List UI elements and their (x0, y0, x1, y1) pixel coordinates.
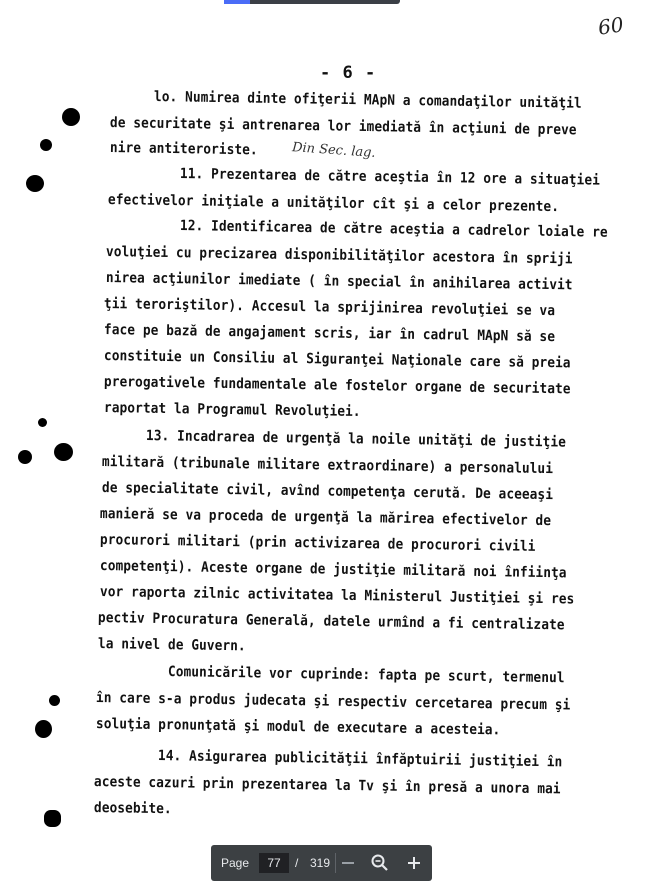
zoom-in-button[interactable] (402, 851, 426, 875)
handwritten-page-number: 60 (596, 12, 625, 40)
text-line: pectiv Procuratura Generală, datele urmînd a fi centralizate (97, 610, 565, 634)
page-label: Page (221, 856, 250, 870)
text-line: vor raporta zilnic activitatea la Ministerul Justiţiei şi res (99, 584, 575, 608)
text-line: soluţia pronunţată şi modul de executare a acesteia. (95, 716, 501, 739)
plus-icon (402, 851, 426, 875)
text-line: 11. Prezentarea de către aceştia în 12 ore a situaţiei (179, 166, 601, 189)
text-line: constituie un Consiliu al Siguranţei Naţionale care să preia (103, 348, 571, 372)
text-line: manieră se va proceda de urgenţă la mărirea efectivelor de (99, 506, 552, 530)
page-separator: / (295, 856, 299, 870)
punch-hole-mark (54, 443, 73, 461)
text-line: prerogativele fundamentale ale fostelor organe de securitate (103, 374, 571, 398)
text-line: raportat la Programul Revoluţiei. (103, 400, 361, 421)
page-number: - 6 - (320, 63, 377, 83)
text-line: nire antiteroriste. (109, 140, 258, 159)
text-line: în care s-a produs judecata şi respectiv cercetarea precum şi (95, 690, 571, 714)
handwritten-margin-note: Din Sec. lag. (291, 140, 377, 161)
text-line: competenţi). Aceste organe de justiţie militară noi înfiinţa (99, 558, 567, 582)
punch-hole-mark (35, 720, 52, 738)
text-line: face pe bază de angajament scris, iar în cadrul MApN să se (103, 322, 556, 346)
text-line: procurori militari (prin activizarea de procurori civili (99, 532, 536, 555)
text-line: de securitate şi antrenarea lor imediată în acţiuni de preve (109, 115, 577, 139)
text-line: nirea acţiunilor imediate ( în special în anihilarea activit (105, 270, 573, 294)
zoom-button[interactable] (368, 851, 392, 875)
text-line: efectivelor iniţiale a unităţilor cît şi a celor prezente. (107, 192, 560, 216)
top-toolbar-edge (224, 0, 400, 4)
text-line: de specialitate civil, avînd competenţa cerută. De aceeaşi (101, 480, 554, 504)
text-line: militară (tribunale militare extraordinare) a personalului (101, 454, 554, 478)
ink-spot (44, 810, 61, 827)
ink-spot (40, 139, 52, 151)
text-line: aceste cazuri prin prezentarea la Tv şi în presă a unora mai (93, 774, 561, 798)
punch-hole-mark (62, 108, 80, 126)
text-line: 13. Incadrarea de urgenţă la noile unităţi de justiţie (145, 428, 567, 451)
ink-spot (18, 450, 32, 464)
minus-icon (336, 851, 360, 875)
total-pages: 319 (310, 856, 331, 870)
text-line: deosebite. (93, 800, 172, 818)
zoom-out-button[interactable] (336, 851, 360, 875)
ink-spot (38, 418, 47, 427)
text-line: ţii teroriştilor). Accesul la sprijinirea revoluţiei se va (103, 296, 556, 320)
text-line: Comunicările vor cuprinde: fapta pe scurt, termenul (167, 664, 565, 687)
text-line: 14. Asigurarea publicităţii înfăptuirii justiţiei în (157, 748, 563, 771)
top-toolbar-accent (224, 0, 250, 4)
text-line: 12. Identificarea de către aceştia a cadrelor loiale re (179, 218, 608, 241)
text-line: voluţiei cu precizarea disponibilităţilor acestora în spriji (105, 244, 573, 268)
current-page-input[interactable]: 77 (259, 853, 289, 873)
text-line: la nivel de Guvern. (97, 636, 246, 655)
magnifier-icon (368, 851, 392, 875)
text-line: lo. Numirea dinte ofiţerii MApN a comandaţilor unităţil (153, 89, 582, 112)
punch-hole-mark (26, 175, 44, 192)
ink-spot (49, 695, 60, 706)
page-navigation-control (211, 845, 432, 881)
